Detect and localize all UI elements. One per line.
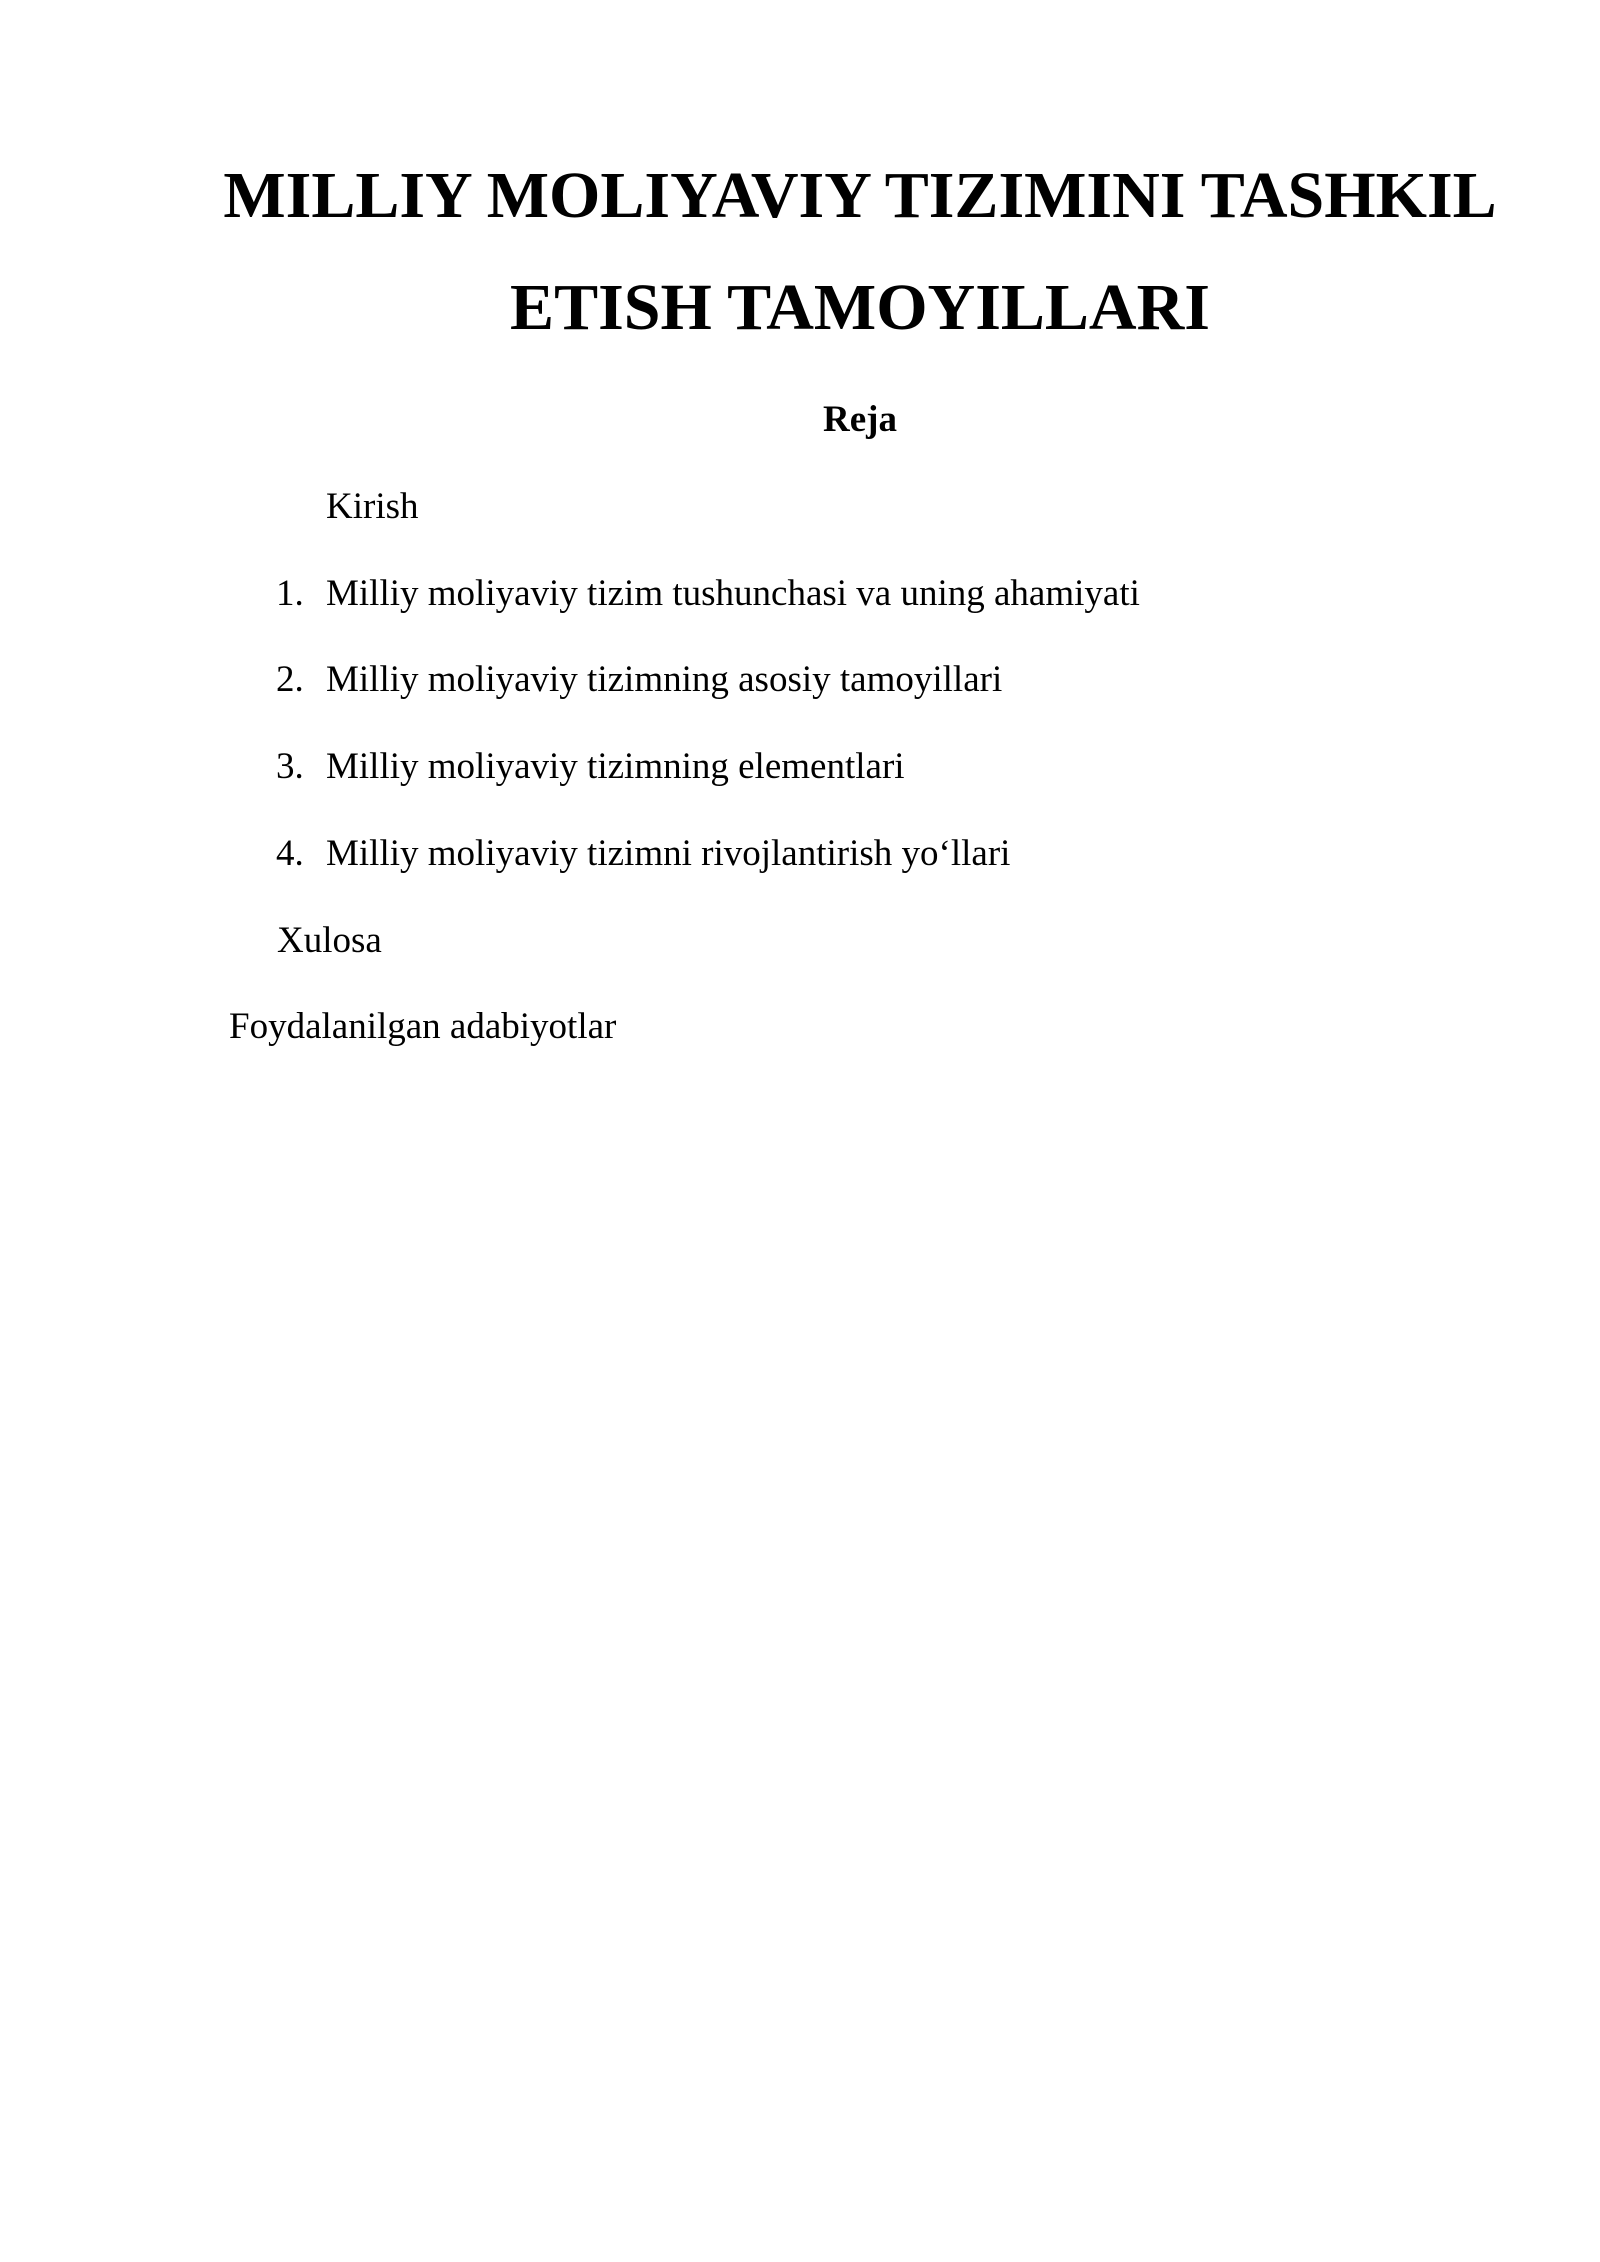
list-item-text: Milliy moliyaviy tizimni rivojlantirish yo‘llari (326, 833, 1011, 874)
intro-entry: Kirish (326, 486, 419, 527)
list-item-number: 4. (276, 833, 304, 874)
document-title (200, 140, 1520, 364)
list-item-number: 2. (276, 659, 304, 700)
list-item-number: 1. (276, 573, 304, 614)
list-item-text: Milliy moliyaviy tizimning asosiy tamoyillari (326, 659, 1003, 700)
list-item-text: Milliy moliyaviy tizim tushunchasi va uning ahamiyati (326, 573, 1140, 614)
references-entry: Foydalanilgan adabiyotlar (229, 1006, 617, 1047)
conclusion-entry: Xulosa (277, 920, 382, 961)
list-item-number: 3. (276, 746, 304, 787)
list-item-text: Milliy moliyaviy tizimning elementlari (326, 746, 905, 787)
title-line-1: MILLIY MOLIYAVIY TIZIMINI TASHKIL (223, 159, 1497, 232)
plan-heading: Reja (823, 399, 897, 440)
title-line-2: ETISH TAMOYILLARI (510, 271, 1210, 344)
